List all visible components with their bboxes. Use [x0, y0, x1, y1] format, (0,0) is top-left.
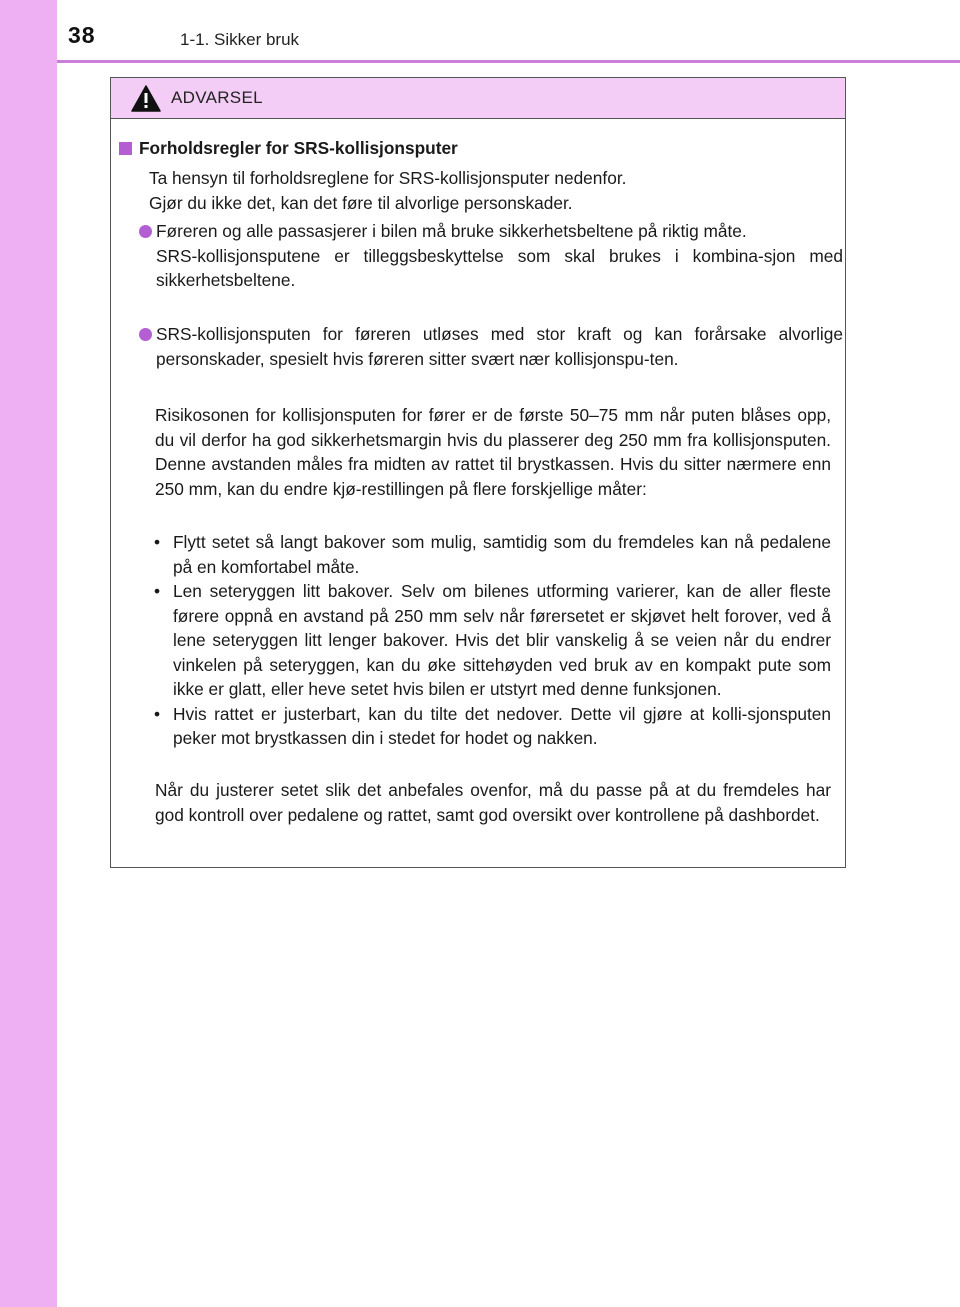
point-item	[131, 322, 843, 371]
warning-box	[110, 77, 846, 868]
bullet-dot-icon: •	[154, 532, 161, 552]
warning-heading: Forholdsregler for SRS-kollisjonsputer	[139, 138, 458, 158]
warning-label: ADVARSEL	[171, 88, 263, 107]
point-text-secondary: SRS-kollisjonsputene er tilleggsbeskyttelse som skal brukes i kombina-sjon med sikkerhetsbeltene.	[156, 245, 843, 290]
bullet-dot-icon: •	[154, 703, 161, 724]
list-item	[151, 579, 831, 702]
round-bullet-icon	[139, 225, 152, 238]
closing-paragraph: Når du justerer setet slik det anbefales ovenfor, må du passe på at du fremdeles har god kontroll over pedalene og rattet, samt god oversikt over kontrollene på dashbordet.	[155, 780, 831, 825]
intro-paragraph: Ta hensyn til forholdsreglene for SRS-kollisjonsputer nedenfor. Gjør du ikke det, kan det føre til alvorlige personskader.	[149, 168, 627, 213]
warning-triangle-icon	[131, 85, 161, 112]
list-item	[151, 702, 831, 751]
point-text: SRS-kollisjonsputen for føreren utløses med stor kraft og kan forårsake alvorlige personskader, spesielt hvis føreren sitter svært nær kollisjonspu-ten.	[156, 324, 843, 369]
square-bullet-icon	[119, 142, 132, 155]
list-item-text: Len seteryggen litt bakover. Selv om bilenes utforming varierer, kan de aller fleste førere oppnå en avstand på 250 mm selv når førersetet er skjøvet helt forover, ved å lene seteryggen litt lenger bakover. Hvis det blir vanskelig å se veien når du endrer vinkelen på seteryggen, kan du øke sittehøyden ved bruk av en kompakt pute som ikke er glatt, eller heve setet hvis bilen er utstyrt med denne funksjonen.	[173, 581, 831, 699]
warning-heading-row	[119, 136, 458, 161]
page-number: 38	[68, 22, 96, 48]
risk-paragraph: Risikosonen for kollisjonsputen for fører er de første 50–75 mm når puten blåses opp, du vil derfor ha god sikkerhetsmargin hvis du plasserer deg 250 mm fra kollisjonsputen. Denne avstanden måles fra midten av rattet til brystkassen. Hvis du sitter nærmere enn 250 mm, kan du endre kjø-restillingen på flere forskjellige måter:	[155, 405, 831, 499]
list-item-text: Hvis rattet er justerbart, kan du tilte det nedover. Dette vil gjøre at kolli-sjonsputen peker mot brystkassen din i stedet for hodet og nakken.	[173, 703, 831, 748]
header-divider	[57, 60, 960, 63]
round-bullet-icon	[139, 328, 152, 341]
list-item	[151, 530, 831, 579]
section-title: 1-1. Sikker bruk	[180, 30, 300, 49]
bullet-dot-icon: •	[154, 581, 161, 601]
warning-body	[111, 118, 845, 867]
warning-header	[111, 78, 845, 119]
adjustment-list	[151, 530, 831, 751]
side-color-strip	[0, 0, 57, 1307]
point-item	[131, 219, 843, 293]
point-text: Føreren og alle passasjerer i bilen må bruke sikkerhetsbeltene på riktig måte.	[156, 221, 747, 241]
list-item-text: Flytt setet så langt bakover som mulig, samtidig som du fremdeles kan nå pedalene på en komfortabel måte.	[173, 532, 831, 577]
